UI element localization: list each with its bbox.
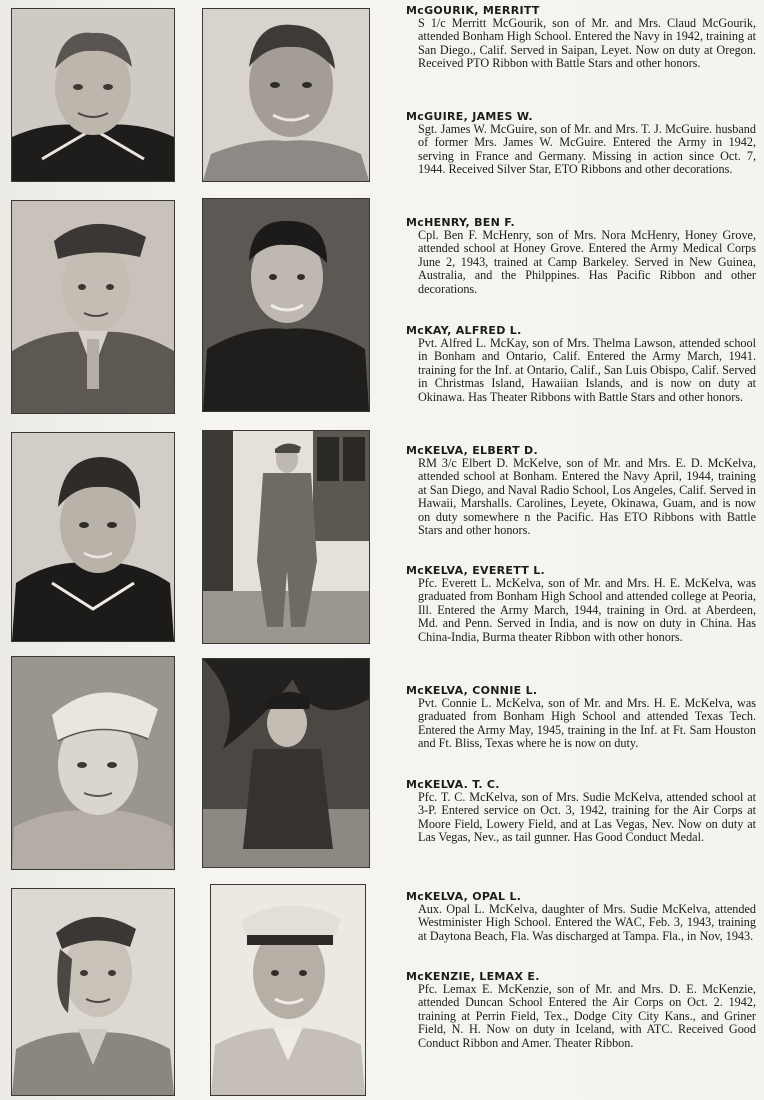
portrait-image bbox=[12, 201, 174, 413]
portrait-photo-connie-mckelva bbox=[11, 656, 175, 870]
entry-opal-mckelva bbox=[406, 890, 756, 943]
entry-mcgourik bbox=[406, 4, 756, 71]
entry-name: McGUIRE, JAMES W. bbox=[406, 110, 533, 123]
entry-text: Sgt. James W. McGuire, son of Mr. and Mrs. T. J. McGuire. husband of former Mrs. James W. McGuire. Entered the Army in 1942, serving in France and Germany. Missing in action since Oct. 7, 1944. Received Silver Star, ETO Ribbons and other decorations. bbox=[418, 122, 756, 177]
portrait-image bbox=[211, 885, 365, 1095]
entry-name: McKELVA. T. C. bbox=[406, 778, 500, 791]
portrait-image bbox=[203, 9, 369, 181]
portrait-image bbox=[203, 199, 369, 411]
entry-text: Pfc. Lemax E. McKenzie, son of Mr. and Mrs. D. E. McKenzie, attended Duncan School Entered the Air Corps on Oct. 2. 1942, training at Perrin Field, Tex., Dodge City City Kans., and Griner Field, N. H. Now on duty in Iceland, with ATC. Received Good Conduct Ribbon and Amer. Theater Ribbon. bbox=[418, 982, 756, 1050]
portrait-photo-elbert-mckelva bbox=[11, 432, 175, 642]
entry-text: Pvt. Connie L. McKelva, son of Mr. and Mrs. H. E. McKelva, was graduated from Bonham High School and attended Texas Tech. Entered the Army May, 1945, training in the Inf. at Ft. Sam Houston and Ft. Bliss, Texas where he is now on duty. bbox=[418, 696, 756, 751]
portrait-photo-mckay bbox=[202, 198, 370, 412]
entry-name: McHENRY, BEN F. bbox=[406, 216, 515, 229]
portrait-photo-mchenry bbox=[11, 200, 175, 414]
entry-text: Aux. Opal L. McKelva, daughter of Mrs. Sudie McKelva, attended Westminister High School. Entered the WAC, Feb. 3, 1943, training at Daytona Beach, Fla. Was discharged at Tampa. Fla., in Nov, 1943. bbox=[418, 902, 756, 943]
entry-mcguire bbox=[406, 110, 756, 177]
portrait-image bbox=[12, 889, 174, 1095]
portrait-image bbox=[203, 431, 369, 643]
entry-text: Cpl. Ben F. McHenry, son of Mrs. Nora McHenry, Honey Grove, attended school at Honey Grove. Entered the Army Medical Corps June 2, 1943, trained at Camp Barkeley. Served in New Guinea, Australia, and the Philppines. Has Pacific Ribbon and other decorations. bbox=[418, 228, 756, 296]
entry-elbert-mckelva bbox=[406, 444, 756, 537]
entry-name: McKENZIE, LEMAX E. bbox=[406, 970, 540, 983]
entry-everett-mckelva bbox=[406, 564, 756, 644]
entry-text: RM 3/c Elbert D. McKelve, son of Mr. and Mrs. E. D. McKelva, attended school at Bonham. Entered the Navy April, 1944, training at San Diego, and Naval Radio School, Los Angeles, Calif. Served in Hawaii, Marshalls. Carolines, Leyete, Okinawa, Guam, and is now on duty somewhere n the Pacific. Has ETO Ribbons with Battle Stars and other honors. bbox=[418, 456, 756, 538]
portrait-photo-everett-mckelva bbox=[202, 430, 370, 644]
entry-mckenzie bbox=[406, 970, 756, 1050]
portrait-image bbox=[12, 433, 174, 641]
entry-text: S 1/c Merritt McGourik, son of Mr. and Mrs. Claud McGourik, attended Bonham High School. Entered the Navy in 1942, training at San Diego., Calif. Served in Saipan, Leyet. Now on duty at Oregon. Received PTO Ribbon with Battle Stars and other honors. bbox=[418, 16, 756, 71]
entry-tc-mckelva bbox=[406, 778, 756, 845]
entry-text: Pfc. Everett L. McKelva, son of Mr. and Mrs. H. E. McKelva, was graduated from Bonham High School and attended college at Peoria, Ill. Entered the Army March, 1944, training in Ord. at Aberdeen, Md. and Penn. Served in India, and is now on duty in China. Has China-India, Burma theater Ribbon with other honors. bbox=[418, 576, 756, 644]
portrait-image bbox=[12, 657, 174, 869]
portrait-photo-mcguire bbox=[202, 8, 370, 182]
entry-mchenry bbox=[406, 216, 756, 296]
portrait-photo-opal-mckelva bbox=[11, 888, 175, 1096]
entry-name: McKELVA, OPAL L. bbox=[406, 890, 522, 903]
portrait-photo-tc-mckelva bbox=[202, 658, 370, 868]
entry-name: McGOURIK, MERRITT bbox=[406, 4, 540, 17]
entry-name: McKELVA, EVERETT L. bbox=[406, 564, 545, 577]
portrait-image bbox=[12, 9, 174, 181]
entry-text: Pvt. Alfred L. McKay, son of Mrs. Thelma Lawson, attended school in Bonham and Ontario, Calif. Entered the Army March, 1941. training for the Inf. at Ontario, Calif., San Luis Obispo, Calif. Served in Christmas Island, Hawaiian Islands, and is now on duty at Okinawa. Has Theater Ribbons with Battle Stars and other honors. bbox=[418, 336, 756, 404]
portrait-photo-mcgourik bbox=[11, 8, 175, 182]
entry-name: McKELVA, ELBERT D. bbox=[406, 444, 538, 457]
entry-text: Pfc. T. C. McKelva, son of Mrs. Sudie McKelva, attended school at 3-P. Entered service on Oct. 3, 1942, training for the Air Corps at Moore Field, Lowery Field, and at Las Vegas, Nev. Now on duty at Las Vegas, Nev., as tail gunner. Has Good Conduct Medal. bbox=[418, 790, 756, 845]
portrait-image bbox=[203, 659, 369, 867]
entry-mckay bbox=[406, 324, 756, 404]
entry-name: McKAY, ALFRED L. bbox=[406, 324, 522, 337]
entry-connie-mckelva bbox=[406, 684, 756, 751]
entry-name: McKELVA, CONNIE L. bbox=[406, 684, 538, 697]
portrait-photo-mckenzie bbox=[210, 884, 366, 1096]
